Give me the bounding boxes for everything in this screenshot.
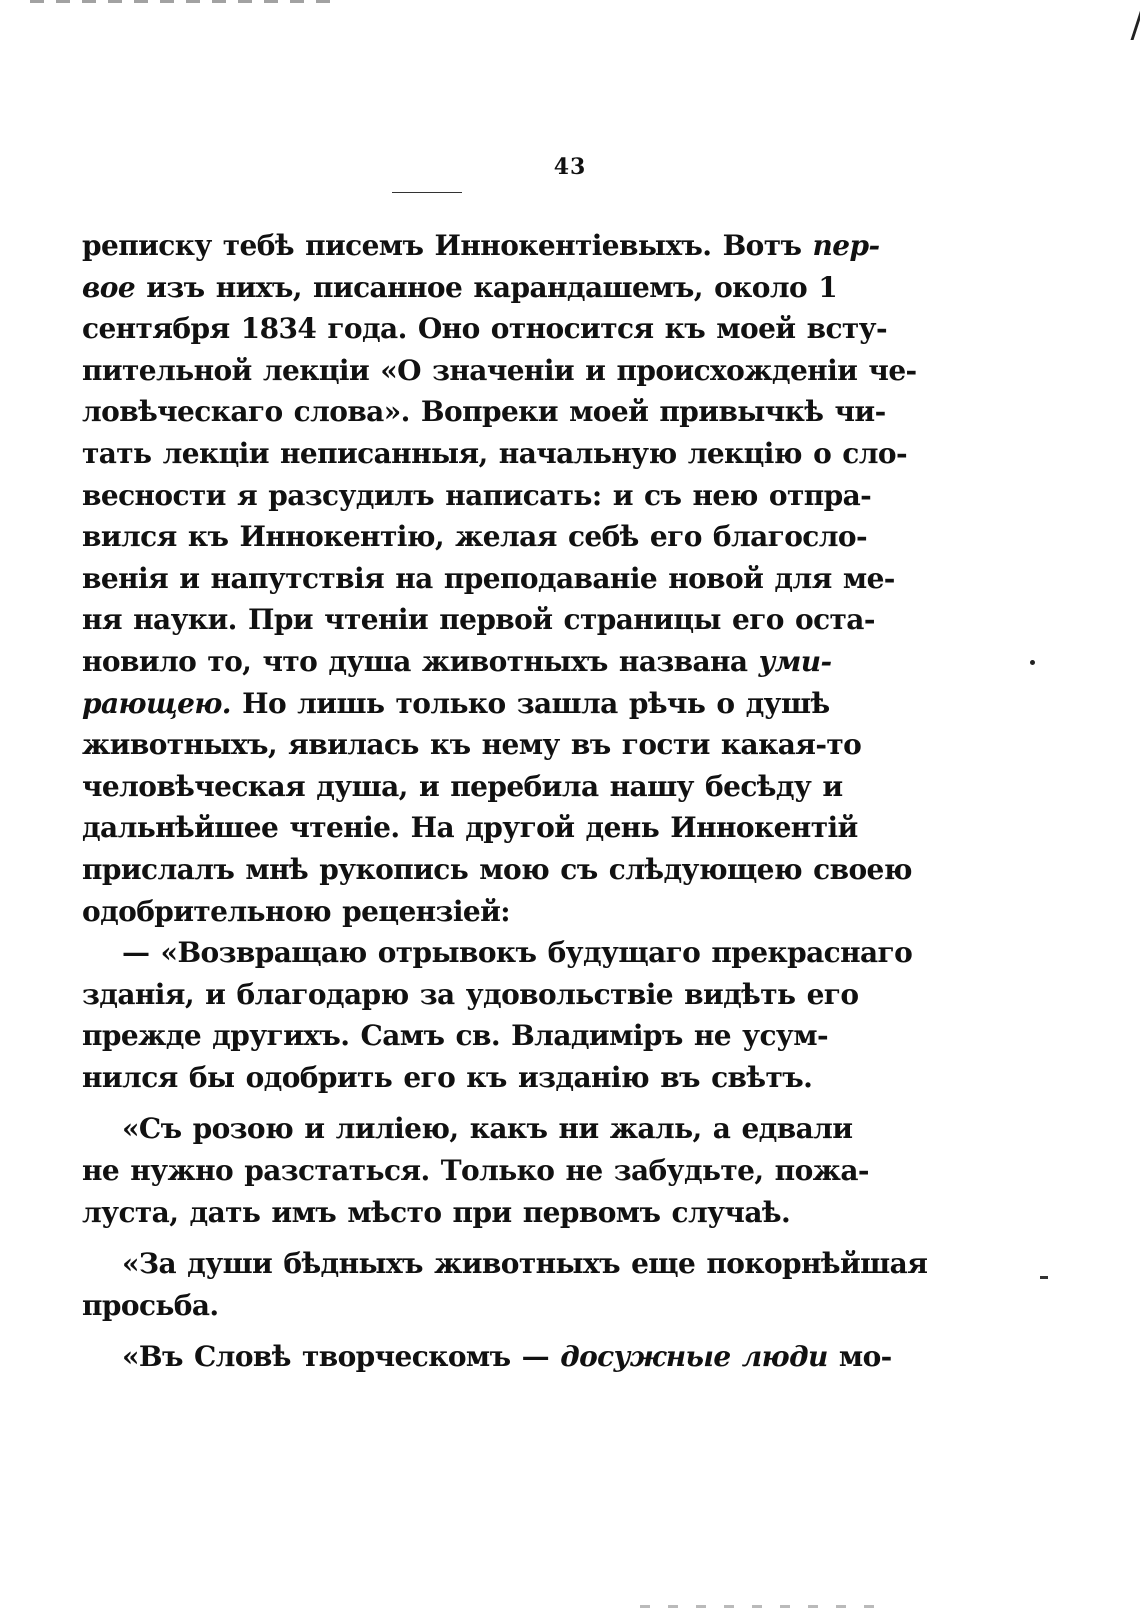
text-line-21: нился бы одобрить его къ изданію въ свѣтъ. [82, 1060, 813, 1094]
text-line-19: зданія, и благодарю за удовольствіе видѣть его [82, 977, 859, 1011]
paragraph-gap [82, 1098, 782, 1108]
text-line-4: пительной лекціи «О значеніи и происхожденіи че- [82, 353, 917, 387]
text-line-25: «За души бѣдныхъ животныхъ еще покорнѣйшая [122, 1247, 928, 1281]
text-line-11: новило то, что душа животныхъ названа уми- [82, 644, 832, 678]
text-line-24: луста, дать имъ мѣсто при первомъ случаѣ. [82, 1195, 791, 1229]
text-line-2: вое изъ нихъ, писанное карандашемъ, около 1 [82, 270, 838, 304]
scan-artifact-bottom [640, 1605, 880, 1608]
body-text [82, 225, 928, 1378]
scan-edge-mark [1117, 0, 1140, 40]
page-number: 43 [553, 154, 587, 180]
text-line-6: тать лекціи неписанныя, начальную лекцію о сло- [82, 436, 907, 470]
text-line-14: человѣческая душа, и перебила нашу бесѣду и [82, 769, 843, 803]
text-line-3: сентября 1834 года. Оно относится къ моей всту- [82, 312, 888, 346]
text-line-26: просьба. [82, 1288, 219, 1322]
scan-speck [1030, 660, 1035, 665]
scan-speck [1040, 1276, 1048, 1279]
text-line-22: «Съ розою и лиліею, какъ ни жаль, а едвали [122, 1112, 853, 1146]
text-line-15: дальнѣйшее чтеніе. На другой день Иннокентій [82, 811, 858, 845]
page-number-rule [392, 192, 462, 193]
text-line-27: «Въ Словѣ творческомъ — досужные люди мо- [122, 1340, 892, 1374]
text-line-10: ня науки. При чтеніи первой страницы его оста- [82, 603, 875, 637]
text-line-8: вился къ Иннокентію, желая себѣ его благосло- [82, 520, 867, 554]
text-line-9: венія и напутствія на преподаваніе новой для ме- [82, 561, 895, 595]
text-line-20: прежде другихъ. Самъ св. Владиміръ не усум- [82, 1019, 828, 1053]
paragraph-gap [82, 1326, 782, 1336]
text-line-5: ловѣческаго слова». Вопреки моей привычкѣ чи- [82, 395, 886, 429]
text-line-7: весности я разсудилъ написать: и съ нею отпра- [82, 478, 872, 512]
text-line-1: реписку тебѣ писемъ Иннокентіевыхъ. Вотъ пер- [82, 229, 880, 262]
text-line-16: прислалъ мнѣ рукопись мою съ слѣдующею своею [82, 852, 912, 886]
text-line-17: одобрительною рецензіей: [82, 894, 510, 928]
text-line-23: не нужно разстаться. Только не забудьте, пожа- [82, 1154, 869, 1188]
scan-artifact-top [30, 0, 330, 3]
text-line-13: животныхъ, явилась къ нему въ гости какая-то [82, 728, 862, 762]
text-line-18: — «Возвращаю отрывокъ будущаго прекраснаго [122, 936, 913, 970]
text-line-12: рающею. Но лишь только зашла рѣчь о душѣ [82, 686, 830, 720]
paragraph-gap [82, 1233, 782, 1243]
